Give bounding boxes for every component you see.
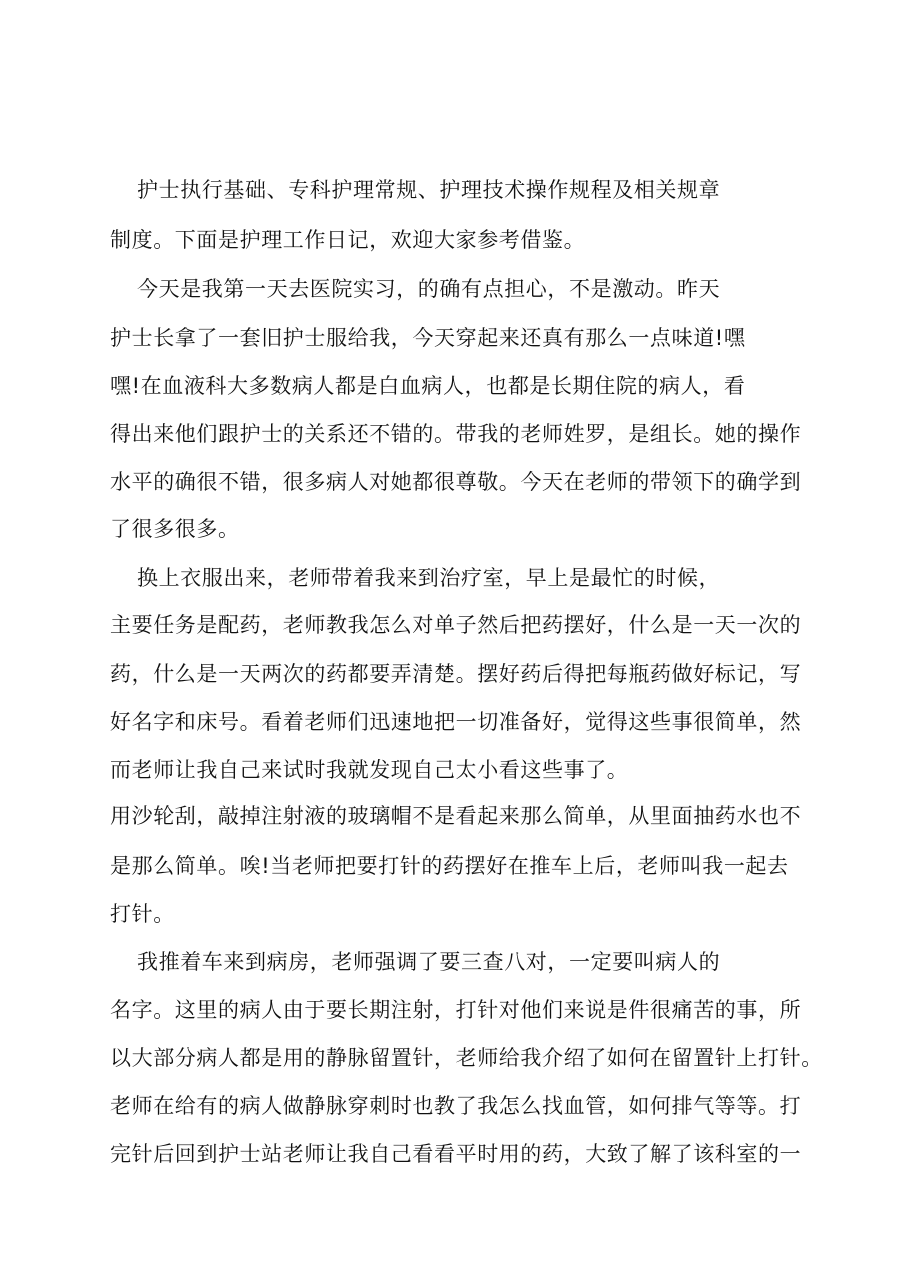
paragraph-3-line-5: 而老师让我自己来试时我就发现自己太小看这些事了。 (110, 758, 629, 782)
paragraph-4-line-4: 老师在给有的病人做静脉穿刺时也教了我怎么找血管，如何排气等等。打 (110, 1094, 802, 1118)
paragraph-2-line-2: 护士长拿了一套旧护士服给我，今天穿起来还真有那么一点味道!嘿 (110, 326, 746, 350)
paragraph-3-line-7: 是那么简单。唉!当老师把要打针的药摆好在推车上后，老师叫我一起去 (110, 854, 789, 878)
paragraph-4-line-2: 名字。这里的病人由于要长期注射，打针对他们来说是件很痛苦的事，所 (110, 998, 802, 1022)
paragraph-3-line-1: 换上衣服出来，老师带着我来到治疗室，早上是最忙的时候， (137, 566, 721, 590)
paragraph-2-line-1: 今天是我第一天去医院实习，的确有点担心，不是激动。昨天 (137, 277, 721, 301)
paragraph-4-line-1: 我推着车来到病房，老师强调了要三查八对，一定要叫病人的 (137, 950, 721, 974)
paragraph-4-line-5: 完针后回到护士站老师让我自己看看平时用的药，大致了解了该科室的一 (110, 1142, 802, 1166)
paragraph-1-line-2: 制度。下面是护理工作日记，欢迎大家参考借鉴。 (110, 228, 586, 252)
paragraph-2-line-4: 得出来他们跟护士的关系还不错的。带我的老师姓罗，是组长。她的操作 (110, 422, 802, 446)
paragraph-1-line-1: 护士执行基础、专科护理常规、护理技术操作规程及相关规章 (137, 178, 721, 202)
paragraph-2-line-6: 了很多很多。 (110, 517, 240, 541)
paragraph-3-line-2: 主要任务是配药，老师教我怎么对单子然后把药摆好，什么是一天一次的 (110, 613, 802, 637)
paragraph-3-line-4: 好名字和床号。看着老师们迅速地把一切准备好，觉得这些事很简单，然 (110, 710, 802, 734)
paragraph-3-line-3: 药，什么是一天两次的药都要弄清楚。摆好药后得把每瓶药做好标记，写 (110, 662, 802, 686)
paragraph-2-line-5: 水平的确很不错，很多病人对她都很尊敬。今天在老师的带领下的确学到 (110, 470, 802, 494)
paragraph-3-line-8: 打针。 (110, 902, 175, 926)
paragraph-4-line-3: 以大部分病人都是用的静脉留置针，老师给我介绍了如何在留置针上打针。 (110, 1046, 823, 1070)
paragraph-2-line-3: 嘿!在血液科大多数病人都是白血病人，也都是长期住院的病人，看 (110, 374, 746, 398)
paragraph-3-line-6: 用沙轮刮，敲掉注射液的玻璃帽不是看起来那么简单，从里面抽药水也不 (110, 804, 802, 828)
